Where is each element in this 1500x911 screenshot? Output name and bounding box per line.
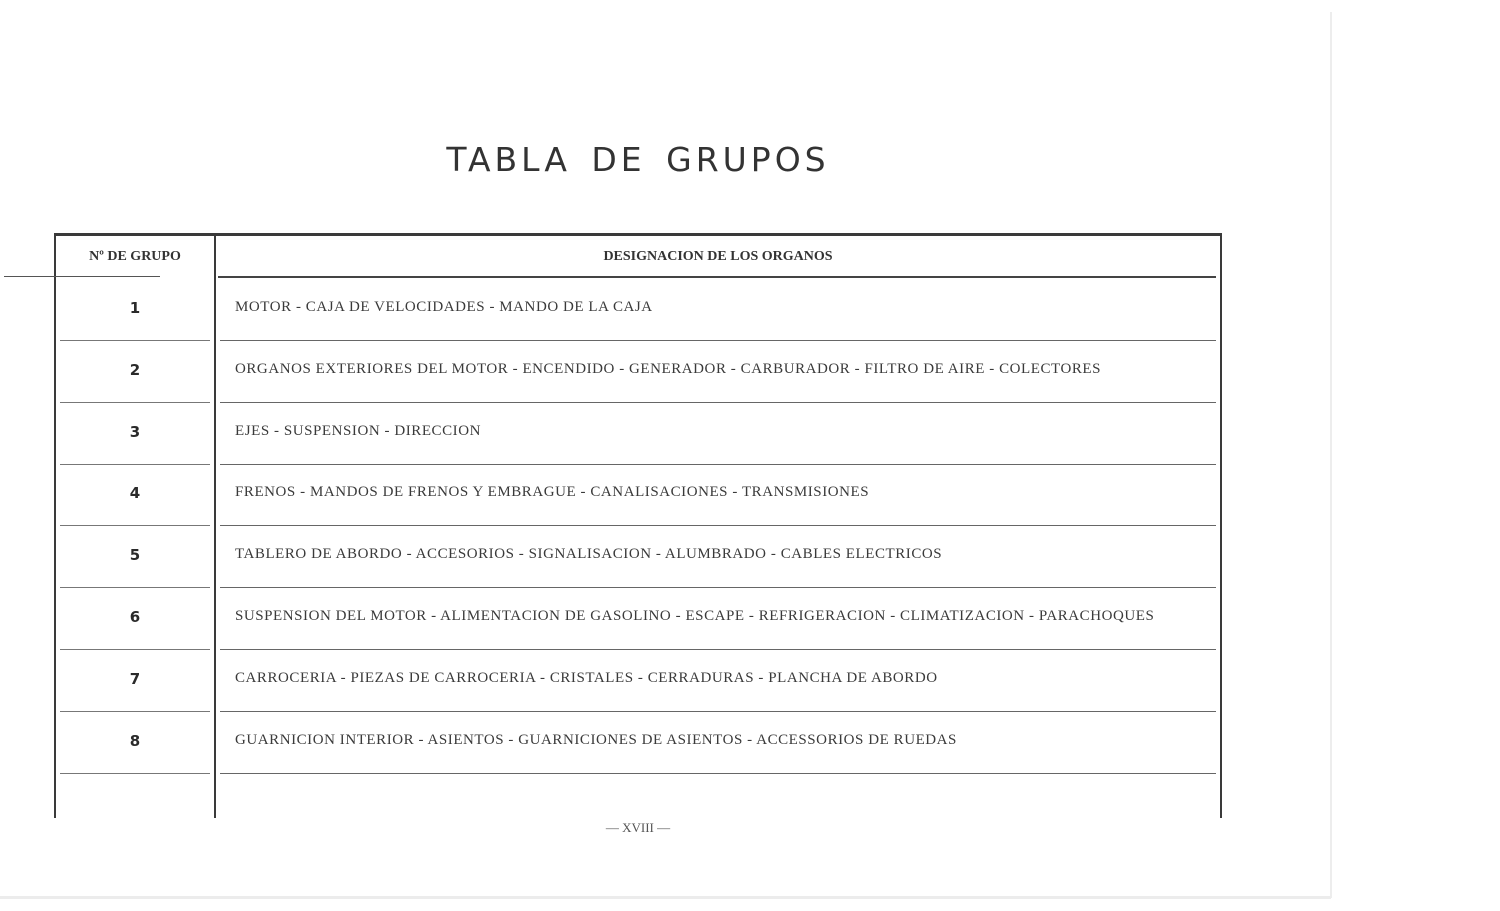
header-rule-right (218, 276, 1216, 278)
group-designation: SUSPENSION DEL MOTOR - ALIMENTACION DE GASOLINO - ESCAPE - REFRIGERACION - CLIMATIZACION - PARACHOQUES (235, 608, 1155, 624)
group-designation: TABLERO DE ABORDO - ACCESORIOS - SIGNALISACION - ALUMBRADO - CABLES ELECTRICOS (235, 546, 943, 562)
table-row (0, 712, 1230, 774)
table-top-border (54, 233, 1222, 236)
group-number: 8 (129, 732, 141, 750)
column-header-group-number: Nº DE GRUPO (89, 249, 181, 264)
header-rule-left (4, 276, 160, 277)
column-header-designation: DESIGNACION DE LOS ORGANOS (603, 249, 833, 264)
page-number: — XVIII — (605, 820, 671, 835)
group-designation: EJES - SUSPENSION - DIRECCION (235, 423, 481, 439)
group-designation: MOTOR - CAJA DE VELOCIDADES - MANDO DE LA CAJA (235, 299, 653, 315)
table-row (0, 526, 1230, 588)
group-number: 3 (129, 423, 141, 441)
table-row (0, 341, 1230, 403)
table-row (0, 588, 1230, 650)
group-number: 7 (129, 670, 141, 688)
group-number: 4 (129, 484, 141, 502)
group-number: 5 (129, 546, 141, 564)
group-number: 1 (129, 299, 141, 317)
page-title: TABLA DE GRUPOS (446, 140, 830, 179)
row-rule-left (60, 773, 210, 774)
row-rule-right (220, 773, 1216, 774)
group-designation: GUARNICION INTERIOR - ASIENTOS - GUARNICIONES DE ASIENTOS - ACCESSORIOS DE RUEDAS (235, 732, 957, 748)
table-row (0, 403, 1230, 465)
paper-edge-bottom (0, 896, 1331, 899)
group-designation: ORGANOS EXTERIORES DEL MOTOR - ENCENDIDO - GENERADOR - CARBURADOR - FILTRO DE AIRE - COLECTORES (235, 361, 1102, 377)
table-row (0, 464, 1230, 526)
table-row (0, 650, 1230, 712)
group-number: 2 (129, 361, 141, 379)
group-designation: FRENOS - MANDOS DE FRENOS Y EMBRAGUE - CANALISACIONES - TRANSMISIONES (235, 484, 870, 500)
group-number: 6 (129, 608, 141, 626)
table-row (0, 279, 1230, 341)
paper-edge-right (1330, 12, 1332, 898)
group-designation: CARROCERIA - PIEZAS DE CARROCERIA - CRISTALES - CERRADURAS - PLANCHA DE ABORDO (235, 670, 938, 686)
